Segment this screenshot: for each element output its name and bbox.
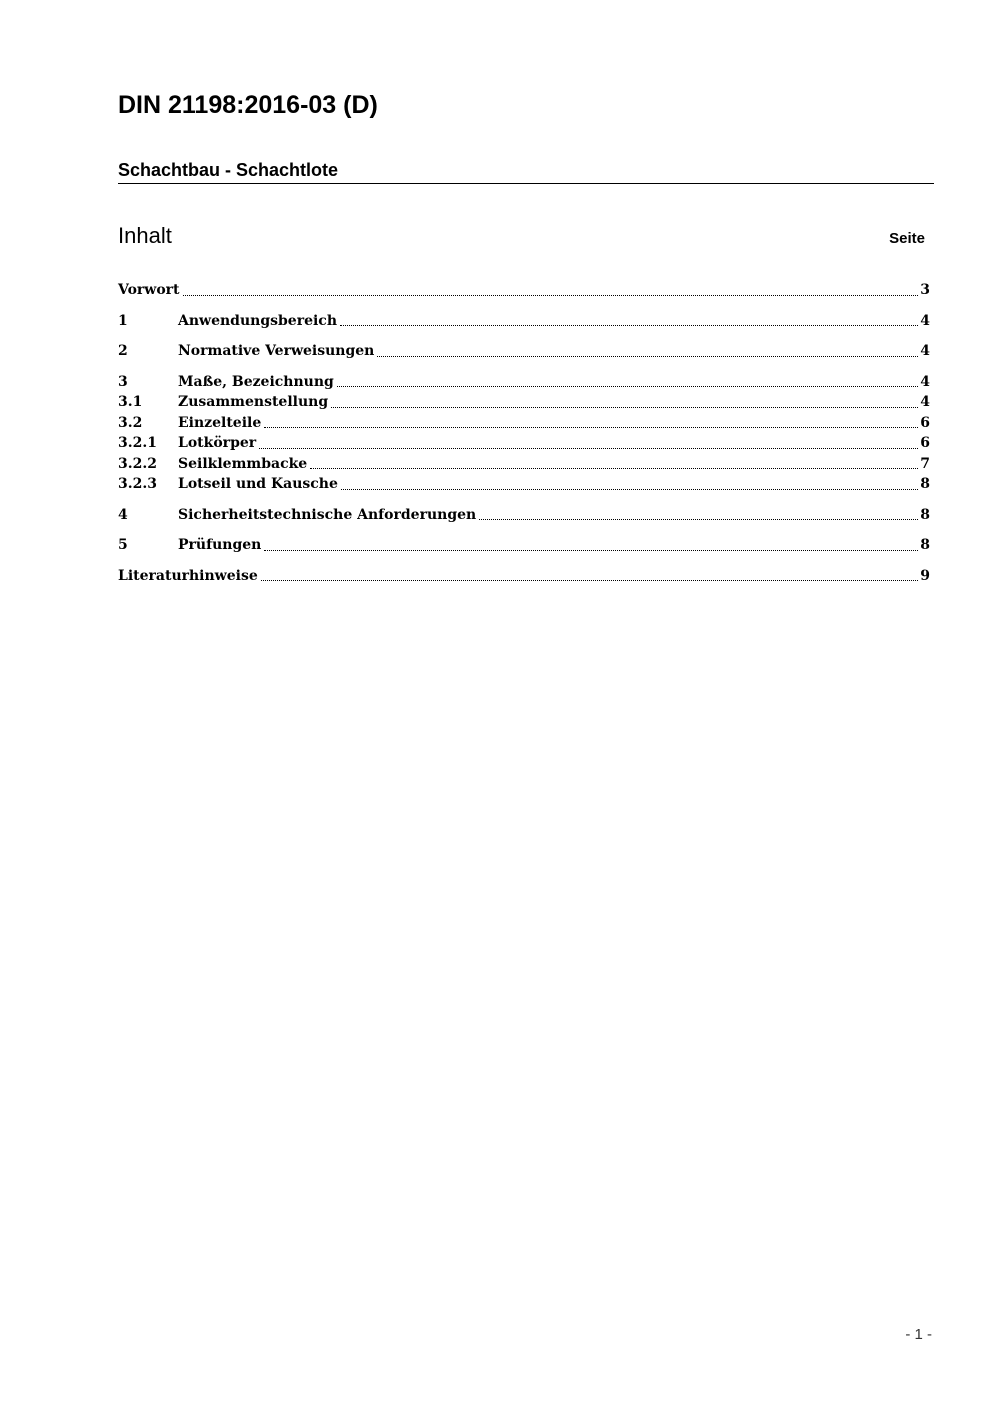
toc-entry-page: 6	[920, 414, 930, 431]
toc-entry-number: 3.2.3	[118, 476, 157, 492]
toc-entry-number: 4	[118, 506, 128, 523]
toc-entry-page: 8	[920, 506, 930, 523]
toc-entry-1[interactable]	[118, 311, 930, 332]
toc-entry-title: Normative Verweisungen	[178, 343, 375, 359]
toc-entry-title: Seilklemmbacke	[178, 455, 308, 472]
toc-entry-page: 4	[920, 312, 930, 329]
toc-entry-3-2-2[interactable]	[118, 454, 930, 475]
toc-dot-leader	[331, 407, 918, 408]
table-of-contents	[118, 280, 930, 586]
toc-entry-3-2[interactable]	[118, 413, 930, 434]
toc-dot-leader	[479, 519, 918, 520]
toc-entry-number: 3	[118, 373, 128, 390]
toc-entry-page: 9	[920, 567, 930, 584]
toc-dot-leader	[377, 356, 918, 357]
toc-entry-number: 1	[118, 312, 128, 329]
toc-entry-title: Vorwort	[118, 282, 180, 298]
toc-dot-leader	[310, 468, 918, 469]
toc-entry-title: Anwendungsbereich	[178, 312, 337, 329]
toc-entry-page: 4	[920, 394, 930, 410]
toc-entry-title: Lotseil und Kausche	[178, 476, 338, 492]
toc-dot-leader	[340, 325, 918, 326]
document-subtitle: Schachtbau - Schachtlote	[118, 158, 934, 184]
toc-entry-number: 3.2.1	[118, 435, 157, 451]
toc-entry-5[interactable]	[118, 535, 930, 556]
toc-entry-page: 6	[920, 435, 930, 451]
toc-entry-page: 3	[920, 282, 930, 298]
toc-entry-title: Lotkörper	[178, 435, 257, 451]
toc-entry-3-2-1[interactable]	[118, 433, 930, 454]
toc-entry-title: Literaturhinweise	[118, 567, 258, 584]
toc-dot-leader	[261, 580, 919, 581]
document-title: DIN 21198:2016-03 (D)	[118, 91, 378, 119]
toc-entry-title: Prüfungen	[178, 537, 262, 553]
toc-dot-leader	[264, 427, 918, 428]
toc-entry-literaturhinweise[interactable]	[118, 566, 930, 587]
toc-entry-page: 4	[920, 373, 930, 390]
toc-entry-number: 2	[118, 343, 128, 359]
toc-entry-2[interactable]	[118, 341, 930, 362]
toc-entry-page: 4	[920, 343, 930, 359]
toc-entry-3-1[interactable]	[118, 392, 930, 413]
toc-entry-number: 3.1	[118, 394, 143, 410]
toc-dot-leader	[183, 295, 919, 296]
toc-entry-number: 3.2	[118, 414, 143, 431]
toc-entry-title: Einzelteile	[178, 414, 262, 431]
toc-entry-title: Zusammenstellung	[178, 394, 329, 410]
toc-entry-title: Maße, Bezeichnung	[178, 373, 334, 390]
toc-page-column-label: Seite	[889, 230, 925, 247]
toc-dot-leader	[337, 386, 918, 387]
toc-entry-number: 3.2.2	[118, 455, 157, 472]
toc-dot-leader	[264, 550, 918, 551]
toc-entry-number: 5	[118, 537, 128, 553]
page-number: - 1 -	[905, 1326, 932, 1343]
toc-entry-page: 8	[920, 537, 930, 553]
toc-entry-page: 8	[920, 476, 930, 492]
toc-dot-leader	[259, 448, 918, 449]
toc-entry-vorwort[interactable]	[118, 280, 930, 301]
toc-dot-leader	[341, 489, 918, 490]
toc-entry-3[interactable]	[118, 372, 930, 393]
toc-entry-3-2-3[interactable]	[118, 474, 930, 495]
toc-entry-4[interactable]	[118, 505, 930, 526]
toc-entry-page: 7	[920, 455, 930, 472]
toc-heading: Inhalt	[118, 223, 172, 248]
toc-entry-title: Sicherheitstechnische Anforderungen	[178, 506, 477, 523]
